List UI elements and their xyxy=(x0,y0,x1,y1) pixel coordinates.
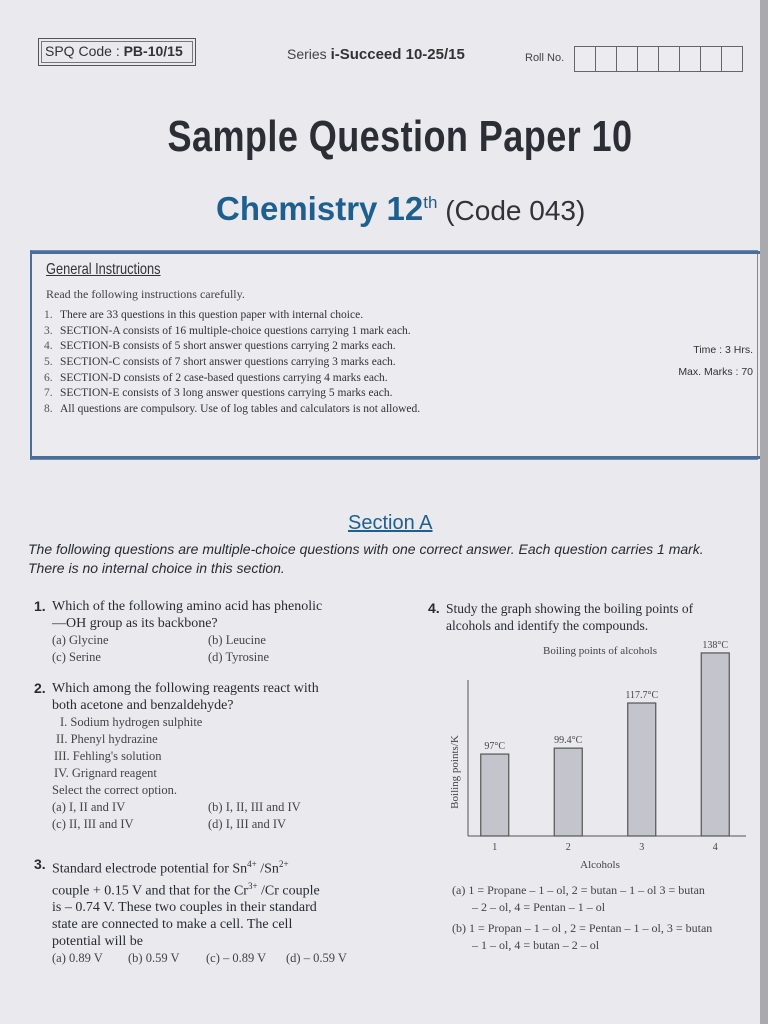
section-intro xyxy=(28,540,758,578)
statement-item: IV. Grignard reagent xyxy=(54,766,157,780)
option-b[interactable]: (b) 1 = Propan – 1 – ol , 2 = Pentan – 1 – ol, 3 = butan xyxy=(452,921,713,935)
question-text: state are connected to make a cell. The cell xyxy=(52,917,293,933)
subject-sup: th xyxy=(423,193,438,212)
spq-label: SPQ Code : xyxy=(45,43,124,59)
option-a-cont[interactable]: – 2 – ol, 4 = Pentan – 1 – ol xyxy=(472,900,606,914)
roll-digit-box[interactable] xyxy=(616,46,638,72)
series-name: i-Succeed 10-25/15 xyxy=(330,46,465,63)
chart-title: Boiling points of alcohols xyxy=(543,645,657,657)
question-4 xyxy=(428,600,756,634)
chart-y-label: Boiling points/K xyxy=(449,735,461,809)
roll-digit-box[interactable] xyxy=(721,46,743,72)
question-text: is – 0.74 V. These two couples in their standard xyxy=(52,900,317,916)
chart-data-label: 138°C xyxy=(702,640,729,651)
option-c[interactable]: (c) – 0.89 V xyxy=(206,951,267,966)
chart-tick-label: 2 xyxy=(565,842,571,853)
question-text: alcohols and identify the compounds. xyxy=(446,618,649,633)
option-b[interactable]: (b) 0.59 V xyxy=(128,951,180,966)
roll-digit-box[interactable] xyxy=(637,46,659,72)
roll-digit-box[interactable] xyxy=(679,46,701,72)
statement-item: III. Fehling's solution xyxy=(54,749,162,763)
statement-item: I. Sodium hydrogen sulphite xyxy=(60,715,203,729)
question-2 xyxy=(34,680,402,833)
roll-digit-box[interactable] xyxy=(658,46,680,72)
instruction-item: 6. SECTION-D consists of 2 case-based questions carrying 4 marks each. xyxy=(44,371,388,384)
roll-number-boxes[interactable] xyxy=(575,46,743,72)
chart-tick-label: 4 xyxy=(712,842,718,853)
option-b[interactable]: (b) I, II, III and IV xyxy=(208,800,301,814)
paper-title: Sample Question Paper 10 xyxy=(167,112,633,161)
spq-code-box xyxy=(38,38,196,66)
question-1 xyxy=(34,598,402,666)
instruction-item: 5. SECTION-C consists of 7 short answer questions carrying 3 marks each. xyxy=(44,356,396,369)
subject-name: Chemistry 12 xyxy=(216,190,424,227)
page-edge xyxy=(760,0,768,1024)
question-text: both acetone and benzaldehyde? xyxy=(52,698,234,713)
question-number: 2. xyxy=(34,680,46,696)
question-text: Study the graph showing the boiling points of xyxy=(446,601,694,616)
option-a[interactable]: (a) Glycine xyxy=(52,633,109,647)
statement-item: II. Phenyl hydrazine xyxy=(56,732,158,746)
chart-bar xyxy=(554,748,582,836)
instructions-list xyxy=(44,309,420,419)
section-intro-line: The following questions are multiple-choice questions with one correct answer. Each question carries 1 mark. xyxy=(28,541,704,557)
instructions-read-line: Read the following instructions carefully. xyxy=(46,287,245,301)
question-text: Standard electrode potential for $Sn^{4+}$ $/Sn^{2+}$ xyxy=(52,859,289,877)
chart-bar xyxy=(481,754,509,836)
question-4-options xyxy=(452,882,758,954)
instruction-item: 8. All questions are compulsory. Use of log tables and calculators is not allowed. xyxy=(44,403,421,416)
instruction-item: 7. SECTION-E consists of 3 long answer questions carrying 5 marks each. xyxy=(44,387,393,400)
option-c[interactable]: (c) Serine xyxy=(52,650,101,664)
option-a[interactable]: (a) 1 = Propane – 1 – ol, 2 = butan – 1 – ol 3 = butan xyxy=(452,883,705,897)
question-text: potential will be xyxy=(52,934,143,950)
time-label: Time : 3 Hrs. xyxy=(693,344,753,356)
series-prefix: Series xyxy=(287,46,331,62)
question-text: —OH group as its backbone? xyxy=(52,616,218,631)
chart-data-label: 117.7°C xyxy=(625,690,659,702)
option-d[interactable]: (d) Tyrosine xyxy=(208,650,270,664)
option-c[interactable]: (c) II, III and IV xyxy=(52,817,134,831)
chart-tick-label: 1 xyxy=(492,842,498,853)
chart-tick-label: 3 xyxy=(639,842,645,853)
general-instructions-box xyxy=(30,250,758,460)
max-marks-label: Max. Marks : 70 xyxy=(678,366,753,378)
chart-data-label: 99.4°C xyxy=(554,735,583,747)
question-text: Which of the following amino acid has phenolic xyxy=(52,599,323,614)
roll-digit-box[interactable] xyxy=(574,46,596,72)
chart-svg xyxy=(440,640,758,880)
option-d[interactable]: (d) I, III and IV xyxy=(208,817,287,831)
chart-x-label: Alcohols xyxy=(580,859,620,871)
paper-subtitle xyxy=(216,190,585,228)
chart-bar xyxy=(701,653,729,836)
instruction-item: 3. SECTION-A consists of 16 multiple-choice questions carrying 1 mark each. xyxy=(44,324,411,337)
instructions-heading: General Instructions xyxy=(46,261,161,278)
question-number: 1. xyxy=(34,598,46,614)
question-3 xyxy=(34,856,412,967)
option-b-cont[interactable]: – 1 – ol, 4 = butan – 2 – ol xyxy=(472,938,600,952)
question-text: couple + 0.15 V and that for the $Cr^{3+}$ /Cr couple xyxy=(52,880,320,899)
question-text: Which among the following reagents react with xyxy=(52,681,319,696)
time-marks-info xyxy=(678,339,753,383)
roll-digit-box[interactable] xyxy=(700,46,722,72)
option-b[interactable]: (b) Leucine xyxy=(208,633,266,647)
chart-data-label: 97°C xyxy=(484,741,506,753)
section-intro-line: There is no internal choice in this section. xyxy=(28,560,285,576)
instruction-item: 4. SECTION-B consists of 5 short answer questions carrying 2 marks each. xyxy=(44,340,396,353)
section-title: Section A xyxy=(348,512,433,534)
subject-code: (Code 043) xyxy=(437,195,586,226)
boiling-points-chart xyxy=(440,640,758,880)
instruction-item: 1. There are 33 questions in this question paper with internal choice. xyxy=(44,309,364,321)
select-prompt: Select the correct option. xyxy=(52,783,177,797)
spq-code: PB-10/15 xyxy=(123,43,183,59)
option-a[interactable]: (a) 0.89 V xyxy=(52,951,103,966)
question-number: 4. xyxy=(428,600,440,616)
chart-bar xyxy=(628,703,656,836)
roll-digit-box[interactable] xyxy=(595,46,617,72)
roll-number-label: Roll No. xyxy=(525,52,565,64)
question-number: 3. xyxy=(34,856,46,872)
series-label xyxy=(287,46,465,63)
option-d[interactable]: (d) – 0.59 V xyxy=(286,951,347,966)
option-a[interactable]: (a) I, II and IV xyxy=(52,800,126,814)
